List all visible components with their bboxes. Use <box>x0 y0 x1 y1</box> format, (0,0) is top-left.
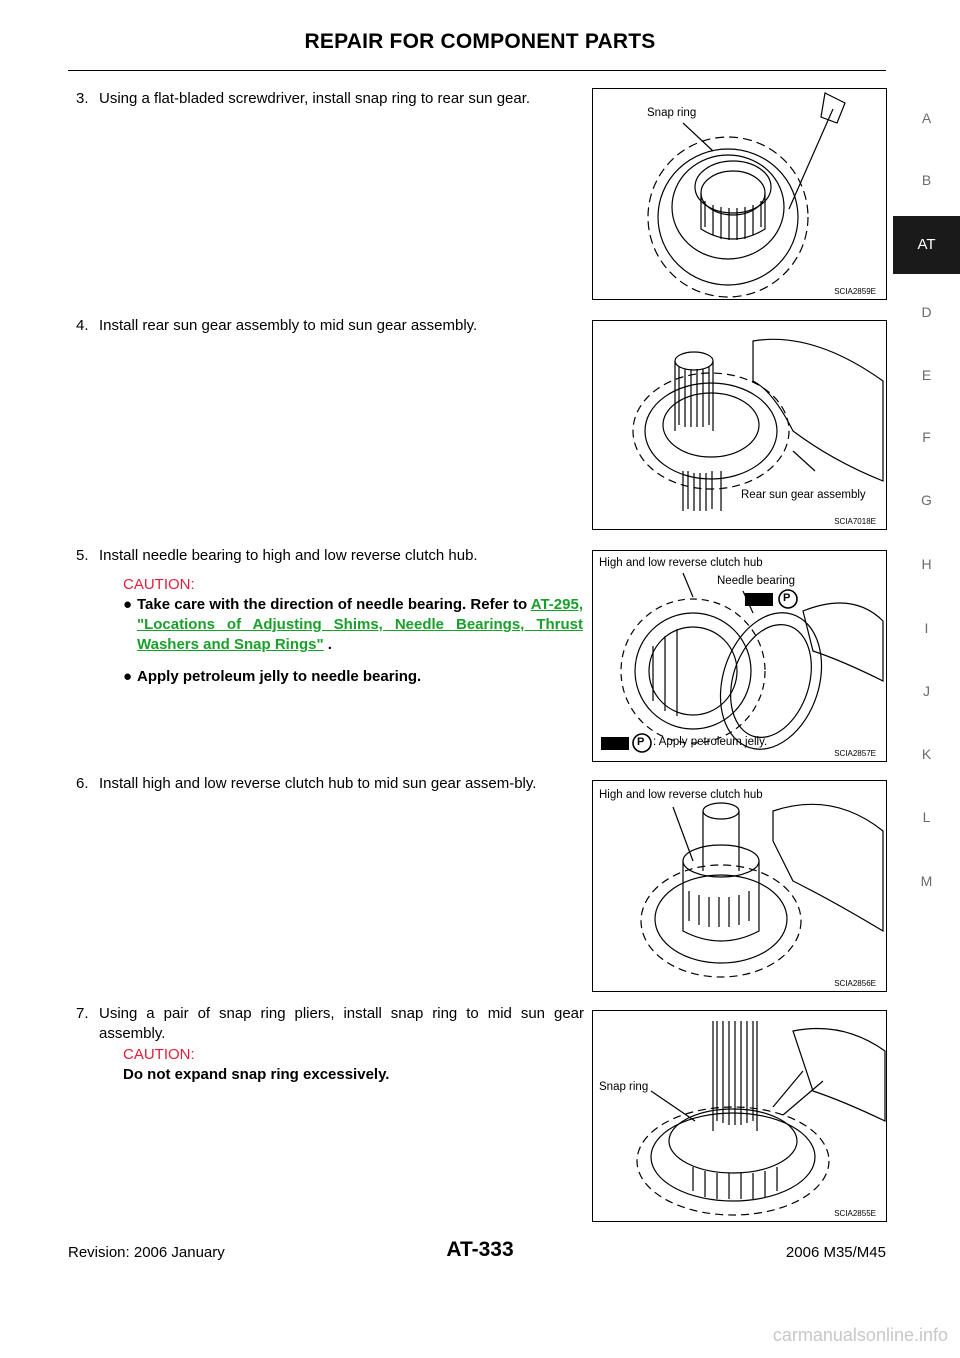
index-letter-f[interactable]: F <box>922 429 931 445</box>
petroleum-p-label: P <box>783 592 791 604</box>
step-number: 7. <box>76 1005 89 1022</box>
index-letter-k[interactable]: K <box>921 746 932 762</box>
legend-petroleum-jelly: : Apply petroleum jelly. <box>653 736 768 748</box>
footer-page-number: AT-333 <box>446 1238 514 1261</box>
caution-title: CAUTION: <box>123 1046 195 1063</box>
index-letter-h[interactable]: H <box>921 556 932 572</box>
figure-snap-ring-mid-sun-gear <box>592 1010 887 1222</box>
link-at-295[interactable]: AT-295, "Locations of Adjusting Shims, Needle Bearings, Thrust Washers and Snap Rings" <box>137 596 583 653</box>
index-letter-g[interactable]: G <box>921 492 932 508</box>
figure-rear-sun-gear-assembly <box>592 320 887 530</box>
caution-bullet-text: Apply petroleum jelly to needle bearing. <box>137 668 422 685</box>
step-text: Using a pair of snap ring pliers, install snap ring to mid sun gear assembly. <box>99 1005 584 1042</box>
step-text: Install needle bearing to high and low reverse clutch hub. <box>99 547 478 564</box>
caution-bullet-petroleum <box>123 667 583 687</box>
index-letter-e[interactable]: E <box>921 367 932 383</box>
index-letter-b[interactable]: B <box>921 172 932 188</box>
step-number: 5. <box>76 547 89 564</box>
legend-p-label: P <box>637 736 645 748</box>
callout-rear-sun-gear-assembly: Rear sun gear assembly <box>741 489 866 501</box>
index-tab-at-active[interactable]: AT <box>893 216 960 274</box>
callout-high-low-reverse-clutch-hub: High and low reverse clutch hub <box>599 789 763 801</box>
section-index-tabs <box>893 0 960 800</box>
figure-code: SCIA2857E <box>834 749 876 758</box>
step-text: Using a flat-bladed screwdriver, install snap ring to rear sun gear. <box>99 90 531 107</box>
caution-bullet-suffix: . <box>323 636 332 653</box>
figure-clutch-hub-install <box>592 780 887 992</box>
figure-code: SCIA2855E <box>834 1209 876 1218</box>
caution-step-7 <box>123 1045 583 1085</box>
callout-needle-bearing: Needle bearing <box>717 575 796 587</box>
caution-title: CAUTION: <box>123 576 195 593</box>
step-number: 6. <box>76 775 89 792</box>
index-letter-d[interactable]: D <box>921 304 932 320</box>
callout-snap-ring: Snap ring <box>647 107 697 119</box>
index-letter-j[interactable]: J <box>923 683 930 699</box>
caution-text: Do not expand snap ring excessively. <box>123 1066 390 1083</box>
figure-snap-ring-rear-sun-gear <box>592 88 887 300</box>
caution-step-5 <box>123 575 583 687</box>
gear-illustration <box>593 89 887 300</box>
footer-revision: Revision: 2006 January <box>68 1244 225 1261</box>
step-number: 3. <box>76 90 89 107</box>
step-number: 4. <box>76 317 89 334</box>
step-text: Install high and low reverse clutch hub to mid sun gear assem-bly. <box>99 775 537 792</box>
figure-code: SCIA7018E <box>834 517 876 526</box>
watermark: carmanualsonline.info <box>772 1325 948 1345</box>
index-letter-i[interactable]: I <box>924 620 929 636</box>
caution-bullet-text: Take care with the direction of needle bearing. Refer to <box>137 596 531 613</box>
bullet-icon: ● <box>123 668 133 685</box>
footer-model: 2006 M35/M45 <box>785 1244 886 1261</box>
header-rule <box>68 70 886 71</box>
petroleum-jelly-icon <box>601 590 797 752</box>
figure-code: SCIA2856E <box>834 979 876 988</box>
index-letter-m[interactable]: M <box>920 873 933 889</box>
index-letter-l[interactable]: L <box>922 809 931 825</box>
bullet-icon: ● <box>123 596 133 613</box>
figure-code: SCIA2859E <box>834 287 876 296</box>
snap-ring-pliers-illustration <box>593 1011 887 1222</box>
figure-needle-bearing <box>592 550 887 762</box>
page-header-title: REPAIR FOR COMPONENT PARTS <box>304 30 656 53</box>
step-text: Install rear sun gear assembly to mid sun gear assembly. <box>99 317 478 334</box>
index-letter-a[interactable]: A <box>921 110 932 126</box>
callout-snap-ring: Snap ring <box>599 1081 649 1093</box>
callout-high-low-reverse-clutch-hub: High and low reverse clutch hub <box>599 557 763 569</box>
caution-bullet-direction <box>123 595 583 655</box>
clutch-hub-illustration <box>593 781 887 992</box>
